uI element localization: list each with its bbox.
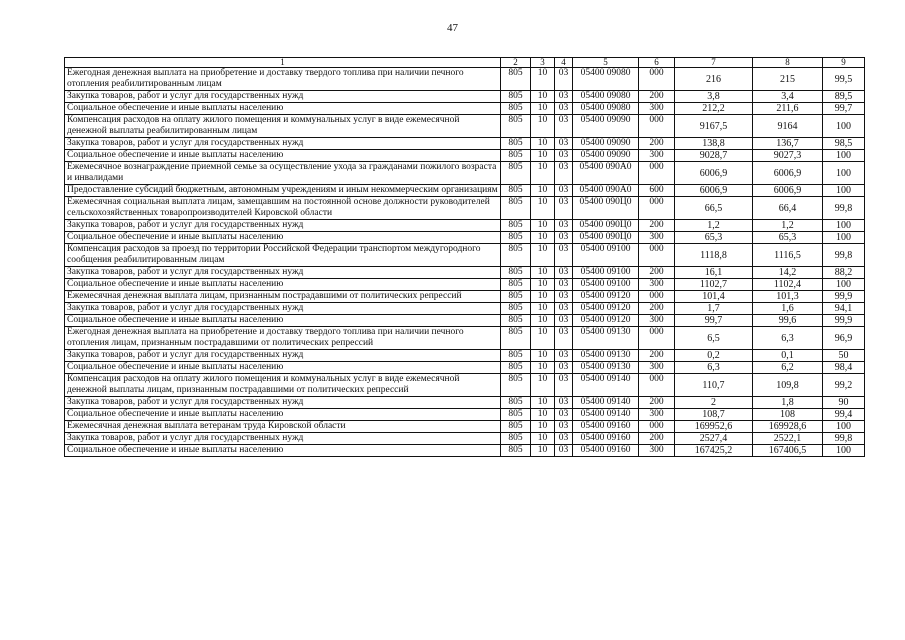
cell-planned-amount: 3,8: [675, 91, 753, 103]
cell-ministry-code: 805: [501, 315, 531, 327]
cell-expense-type-code: 000: [639, 244, 675, 267]
cell-subsection-code: 03: [555, 445, 573, 457]
cell-subsection-code: 03: [555, 244, 573, 267]
page-number: 47: [447, 22, 458, 34]
cell-expense-type-code: 000: [639, 162, 675, 185]
cell-expense-type-code: 200: [639, 397, 675, 409]
cell-expense-type-code: 200: [639, 138, 675, 150]
cell-planned-amount: 1,2: [675, 220, 753, 232]
cell-expense-type-code: 000: [639, 421, 675, 433]
cell-target-article-code: 05400 09080: [573, 103, 639, 115]
cell-executed-amount: 3,4: [753, 91, 823, 103]
cell-subsection-code: 03: [555, 409, 573, 421]
cell-subsection-code: 03: [555, 303, 573, 315]
cell-section-code: 10: [531, 162, 555, 185]
cell-subsection-code: 03: [555, 220, 573, 232]
cell-expense-type-code: 000: [639, 115, 675, 138]
table-row: [65, 362, 865, 374]
cell-subsection-code: 03: [555, 115, 573, 138]
cell-executed-amount: 6006,9: [753, 162, 823, 185]
cell-execution-percent: 100: [823, 162, 865, 185]
cell-description: Ежемесячная денежная выплата ветеранам труда Кировской области: [65, 421, 501, 433]
cell-planned-amount: 108,7: [675, 409, 753, 421]
cell-execution-percent: 99,2: [823, 374, 865, 397]
cell-ministry-code: 805: [501, 303, 531, 315]
cell-target-article-code: 05400 09130: [573, 362, 639, 374]
cell-target-article-code: 05400 090Ц0: [573, 220, 639, 232]
cell-expense-type-code: 200: [639, 303, 675, 315]
cell-description: Социальное обеспечение и иные выплаты населению: [65, 150, 501, 162]
cell-ministry-code: 805: [501, 362, 531, 374]
cell-expense-type-code: 300: [639, 409, 675, 421]
cell-ministry-code: 805: [501, 409, 531, 421]
cell-expense-type-code: 300: [639, 232, 675, 244]
cell-target-article-code: 05400 090А0: [573, 185, 639, 197]
cell-target-article-code: 05400 09160: [573, 421, 639, 433]
cell-ministry-code: 805: [501, 291, 531, 303]
cell-execution-percent: 100: [823, 150, 865, 162]
cell-description: Социальное обеспечение и иные выплаты населению: [65, 103, 501, 115]
table-row: [65, 315, 865, 327]
cell-description: Ежемесячное вознаграждение приемной семье за осуществление ухода за гражданами пожилого возраста и инвалидами: [65, 162, 501, 185]
cell-subsection-code: 03: [555, 327, 573, 350]
cell-planned-amount: 169952,6: [675, 421, 753, 433]
cell-executed-amount: 1,6: [753, 303, 823, 315]
cell-expense-type-code: 200: [639, 433, 675, 445]
cell-description: Социальное обеспечение и иные выплаты населению: [65, 362, 501, 374]
cell-description: Ежемесячная денежная выплата лицам, признанным пострадавшими от политических репрессий: [65, 291, 501, 303]
column-header-5: 5: [573, 58, 639, 68]
cell-subsection-code: 03: [555, 362, 573, 374]
cell-planned-amount: 167425,2: [675, 445, 753, 457]
cell-ministry-code: 805: [501, 267, 531, 279]
cell-subsection-code: 03: [555, 150, 573, 162]
cell-target-article-code: 05400 09140: [573, 409, 639, 421]
cell-planned-amount: 16,1: [675, 267, 753, 279]
cell-execution-percent: 96,9: [823, 327, 865, 350]
cell-ministry-code: 805: [501, 421, 531, 433]
cell-subsection-code: 03: [555, 185, 573, 197]
cell-section-code: 10: [531, 291, 555, 303]
cell-expense-type-code: 200: [639, 350, 675, 362]
cell-expense-type-code: 200: [639, 267, 675, 279]
table-row: [65, 91, 865, 103]
cell-target-article-code: 05400 090Ц0: [573, 197, 639, 220]
cell-ministry-code: 805: [501, 150, 531, 162]
cell-executed-amount: 211,6: [753, 103, 823, 115]
cell-ministry-code: 805: [501, 220, 531, 232]
table-row: [65, 68, 865, 91]
cell-target-article-code: 05400 09160: [573, 445, 639, 457]
cell-section-code: 10: [531, 68, 555, 91]
cell-ministry-code: 805: [501, 244, 531, 267]
cell-executed-amount: 66,4: [753, 197, 823, 220]
cell-description: Ежемесячная социальная выплата лицам, замещавшим на постоянной основе должности руководителей сельскохозяйственных товаропроизводителей Кировской области: [65, 197, 501, 220]
cell-planned-amount: 1102,7: [675, 279, 753, 291]
cell-expense-type-code: 300: [639, 279, 675, 291]
cell-executed-amount: 101,3: [753, 291, 823, 303]
table-row: [65, 409, 865, 421]
cell-expense-type-code: 000: [639, 197, 675, 220]
cell-execution-percent: 100: [823, 185, 865, 197]
cell-description: Закупка товаров, работ и услуг для государственных нужд: [65, 350, 501, 362]
cell-executed-amount: 2522,1: [753, 433, 823, 445]
cell-expense-type-code: 200: [639, 91, 675, 103]
column-header-7: 7: [675, 58, 753, 68]
column-header-8: 8: [753, 58, 823, 68]
cell-executed-amount: 1,2: [753, 220, 823, 232]
table-header-row: [65, 58, 865, 68]
cell-description: Социальное обеспечение и иные выплаты населению: [65, 232, 501, 244]
cell-ministry-code: 805: [501, 433, 531, 445]
table-row: [65, 138, 865, 150]
cell-expense-type-code: 000: [639, 68, 675, 91]
cell-expense-type-code: 000: [639, 374, 675, 397]
cell-executed-amount: 108: [753, 409, 823, 421]
cell-section-code: 10: [531, 409, 555, 421]
cell-target-article-code: 05400 090Ц0: [573, 232, 639, 244]
cell-target-article-code: 05400 09130: [573, 327, 639, 350]
cell-description: Закупка товаров, работ и услуг для государственных нужд: [65, 303, 501, 315]
table-row: [65, 220, 865, 232]
cell-description: Компенсация расходов на оплату жилого помещения и коммунальных услуг в виде ежемесячной денежной выплаты лицам, признанным пострадавшими от политических репрессий: [65, 374, 501, 397]
cell-planned-amount: 101,4: [675, 291, 753, 303]
cell-description: Закупка товаров, работ и услуг для государственных нужд: [65, 220, 501, 232]
column-header-6: 6: [639, 58, 675, 68]
cell-subsection-code: 03: [555, 197, 573, 220]
table-row: [65, 350, 865, 362]
cell-section-code: 10: [531, 150, 555, 162]
cell-description: Компенсация расходов на оплату жилого помещения и коммунальных услуг в виде ежемесячной денежной выплаты реабилитированным лицам: [65, 115, 501, 138]
cell-ministry-code: 805: [501, 232, 531, 244]
cell-target-article-code: 05400 09090: [573, 138, 639, 150]
cell-subsection-code: 03: [555, 315, 573, 327]
table-row: [65, 103, 865, 115]
cell-description: Социальное обеспечение и иные выплаты населению: [65, 315, 501, 327]
cell-target-article-code: 05400 09100: [573, 244, 639, 267]
cell-subsection-code: 03: [555, 350, 573, 362]
cell-target-article-code: 05400 09160: [573, 433, 639, 445]
cell-planned-amount: 1,7: [675, 303, 753, 315]
cell-subsection-code: 03: [555, 68, 573, 91]
cell-execution-percent: 100: [823, 279, 865, 291]
cell-subsection-code: 03: [555, 232, 573, 244]
cell-executed-amount: 109,8: [753, 374, 823, 397]
cell-description: Закупка товаров, работ и услуг для государственных нужд: [65, 397, 501, 409]
cell-executed-amount: 1102,4: [753, 279, 823, 291]
cell-executed-amount: 6,2: [753, 362, 823, 374]
table-row: [65, 433, 865, 445]
cell-executed-amount: 1116,5: [753, 244, 823, 267]
cell-ministry-code: 805: [501, 279, 531, 291]
cell-target-article-code: 05400 09140: [573, 374, 639, 397]
table-row: [65, 115, 865, 138]
cell-execution-percent: 99,8: [823, 433, 865, 445]
cell-subsection-code: 03: [555, 138, 573, 150]
cell-planned-amount: 138,8: [675, 138, 753, 150]
cell-section-code: 10: [531, 433, 555, 445]
cell-section-code: 10: [531, 315, 555, 327]
cell-description: Предоставление субсидий бюджетным, автономным учреждениям и иным некоммерческим организациям: [65, 185, 501, 197]
cell-ministry-code: 805: [501, 185, 531, 197]
table-row: [65, 327, 865, 350]
cell-description: Социальное обеспечение и иные выплаты населению: [65, 445, 501, 457]
cell-target-article-code: 05400 09120: [573, 315, 639, 327]
cell-execution-percent: 100: [823, 421, 865, 433]
cell-section-code: 10: [531, 350, 555, 362]
cell-section-code: 10: [531, 244, 555, 267]
cell-executed-amount: 167406,5: [753, 445, 823, 457]
cell-section-code: 10: [531, 267, 555, 279]
cell-planned-amount: 99,7: [675, 315, 753, 327]
cell-planned-amount: 212,2: [675, 103, 753, 115]
table-row: [65, 185, 865, 197]
cell-section-code: 10: [531, 303, 555, 315]
cell-target-article-code: 05400 09120: [573, 303, 639, 315]
table-row: [65, 279, 865, 291]
cell-expense-type-code: 200: [639, 220, 675, 232]
cell-description: Ежегодная денежная выплата на приобретение и доставку твердого топлива при наличии печного отопления реабилитированным лицам: [65, 68, 501, 91]
cell-description: Ежегодная денежная выплата на приобретение и доставку твердого топлива при наличии печного отопления лицам, признанным пострадавшими от политических репрессий: [65, 327, 501, 350]
column-header-2: 2: [501, 58, 531, 68]
cell-section-code: 10: [531, 421, 555, 433]
cell-ministry-code: 805: [501, 197, 531, 220]
cell-section-code: 10: [531, 397, 555, 409]
cell-planned-amount: 0,2: [675, 350, 753, 362]
cell-planned-amount: 216: [675, 68, 753, 91]
cell-description: Социальное обеспечение и иные выплаты населению: [65, 409, 501, 421]
column-header-3: 3: [531, 58, 555, 68]
cell-execution-percent: 100: [823, 220, 865, 232]
cell-subsection-code: 03: [555, 103, 573, 115]
column-header-1: 1: [65, 58, 501, 68]
cell-expense-type-code: 300: [639, 150, 675, 162]
cell-executed-amount: 1,8: [753, 397, 823, 409]
cell-subsection-code: 03: [555, 291, 573, 303]
cell-expense-type-code: 300: [639, 362, 675, 374]
cell-section-code: 10: [531, 138, 555, 150]
cell-section-code: 10: [531, 279, 555, 291]
column-header-9: 9: [823, 58, 865, 68]
cell-ministry-code: 805: [501, 103, 531, 115]
cell-section-code: 10: [531, 103, 555, 115]
cell-executed-amount: 136,7: [753, 138, 823, 150]
cell-executed-amount: 0,1: [753, 350, 823, 362]
cell-subsection-code: 03: [555, 421, 573, 433]
cell-executed-amount: 169928,6: [753, 421, 823, 433]
cell-description: Закупка товаров, работ и услуг для государственных нужд: [65, 91, 501, 103]
cell-ministry-code: 805: [501, 327, 531, 350]
cell-subsection-code: 03: [555, 433, 573, 445]
cell-subsection-code: 03: [555, 397, 573, 409]
cell-section-code: 10: [531, 185, 555, 197]
cell-execution-percent: 100: [823, 232, 865, 244]
table-row: [65, 150, 865, 162]
cell-ministry-code: 805: [501, 397, 531, 409]
cell-execution-percent: 99,5: [823, 68, 865, 91]
cell-planned-amount: 110,7: [675, 374, 753, 397]
cell-target-article-code: 05400 09130: [573, 350, 639, 362]
cell-description: Компенсация расходов за проезд по территории Российской Федерации транспортом междугородного сообщения реабилитированным лицам: [65, 244, 501, 267]
cell-planned-amount: 6006,9: [675, 162, 753, 185]
cell-section-code: 10: [531, 232, 555, 244]
cell-ministry-code: 805: [501, 115, 531, 138]
cell-target-article-code: 05400 090А0: [573, 162, 639, 185]
cell-execution-percent: 99,9: [823, 291, 865, 303]
cell-target-article-code: 05400 09090: [573, 115, 639, 138]
cell-expense-type-code: 600: [639, 185, 675, 197]
cell-planned-amount: 9028,7: [675, 150, 753, 162]
cell-section-code: 10: [531, 362, 555, 374]
table-row: [65, 162, 865, 185]
cell-planned-amount: 66,5: [675, 197, 753, 220]
table-row: [65, 374, 865, 397]
cell-section-code: 10: [531, 115, 555, 138]
cell-target-article-code: 05400 09100: [573, 279, 639, 291]
cell-target-article-code: 05400 09080: [573, 68, 639, 91]
table-row: [65, 397, 865, 409]
cell-description: Закупка товаров, работ и услуг для государственных нужд: [65, 138, 501, 150]
cell-planned-amount: 9167,5: [675, 115, 753, 138]
cell-execution-percent: 99,8: [823, 197, 865, 220]
cell-execution-percent: 50: [823, 350, 865, 362]
cell-executed-amount: 215: [753, 68, 823, 91]
cell-planned-amount: 1118,8: [675, 244, 753, 267]
cell-ministry-code: 805: [501, 138, 531, 150]
cell-subsection-code: 03: [555, 374, 573, 397]
cell-executed-amount: 6,3: [753, 327, 823, 350]
cell-expense-type-code: 300: [639, 315, 675, 327]
cell-planned-amount: 6,3: [675, 362, 753, 374]
table-row: [65, 303, 865, 315]
cell-section-code: 10: [531, 91, 555, 103]
cell-section-code: 10: [531, 327, 555, 350]
cell-section-code: 10: [531, 374, 555, 397]
cell-planned-amount: 65,3: [675, 232, 753, 244]
cell-execution-percent: 100: [823, 445, 865, 457]
cell-executed-amount: 99,6: [753, 315, 823, 327]
column-header-4: 4: [555, 58, 573, 68]
cell-execution-percent: 90: [823, 397, 865, 409]
cell-executed-amount: 9027,3: [753, 150, 823, 162]
cell-expense-type-code: 000: [639, 291, 675, 303]
cell-description: Закупка товаров, работ и услуг для государственных нужд: [65, 433, 501, 445]
cell-target-article-code: 05400 09120: [573, 291, 639, 303]
cell-execution-percent: 99,7: [823, 103, 865, 115]
cell-subsection-code: 03: [555, 91, 573, 103]
table-row: [65, 421, 865, 433]
cell-executed-amount: 6006,9: [753, 185, 823, 197]
cell-ministry-code: 805: [501, 445, 531, 457]
cell-subsection-code: 03: [555, 162, 573, 185]
cell-executed-amount: 65,3: [753, 232, 823, 244]
cell-expense-type-code: 300: [639, 103, 675, 115]
cell-description: Социальное обеспечение и иные выплаты населению: [65, 279, 501, 291]
table-row: [65, 291, 865, 303]
cell-executed-amount: 9164: [753, 115, 823, 138]
cell-execution-percent: 94,1: [823, 303, 865, 315]
cell-target-article-code: 05400 09140: [573, 397, 639, 409]
cell-execution-percent: 99,4: [823, 409, 865, 421]
cell-section-code: 10: [531, 445, 555, 457]
cell-execution-percent: 98,5: [823, 138, 865, 150]
budget-table: [64, 57, 865, 457]
table-row: [65, 244, 865, 267]
cell-planned-amount: 2527,4: [675, 433, 753, 445]
cell-target-article-code: 05400 09100: [573, 267, 639, 279]
cell-planned-amount: 6,5: [675, 327, 753, 350]
cell-execution-percent: 99,8: [823, 244, 865, 267]
cell-subsection-code: 03: [555, 279, 573, 291]
cell-description: Закупка товаров, работ и услуг для государственных нужд: [65, 267, 501, 279]
cell-ministry-code: 805: [501, 91, 531, 103]
table-row: [65, 197, 865, 220]
cell-section-code: 10: [531, 220, 555, 232]
table-row: [65, 445, 865, 457]
cell-executed-amount: 14,2: [753, 267, 823, 279]
cell-subsection-code: 03: [555, 267, 573, 279]
cell-ministry-code: 805: [501, 374, 531, 397]
cell-ministry-code: 805: [501, 68, 531, 91]
cell-execution-percent: 88,2: [823, 267, 865, 279]
cell-planned-amount: 2: [675, 397, 753, 409]
cell-expense-type-code: 300: [639, 445, 675, 457]
cell-execution-percent: 100: [823, 115, 865, 138]
cell-ministry-code: 805: [501, 162, 531, 185]
cell-target-article-code: 05400 09090: [573, 150, 639, 162]
cell-expense-type-code: 000: [639, 327, 675, 350]
cell-execution-percent: 89,5: [823, 91, 865, 103]
table-row: [65, 232, 865, 244]
table-row: [65, 267, 865, 279]
cell-section-code: 10: [531, 197, 555, 220]
cell-execution-percent: 99,9: [823, 315, 865, 327]
cell-ministry-code: 805: [501, 350, 531, 362]
cell-planned-amount: 6006,9: [675, 185, 753, 197]
cell-execution-percent: 98,4: [823, 362, 865, 374]
cell-target-article-code: 05400 09080: [573, 91, 639, 103]
